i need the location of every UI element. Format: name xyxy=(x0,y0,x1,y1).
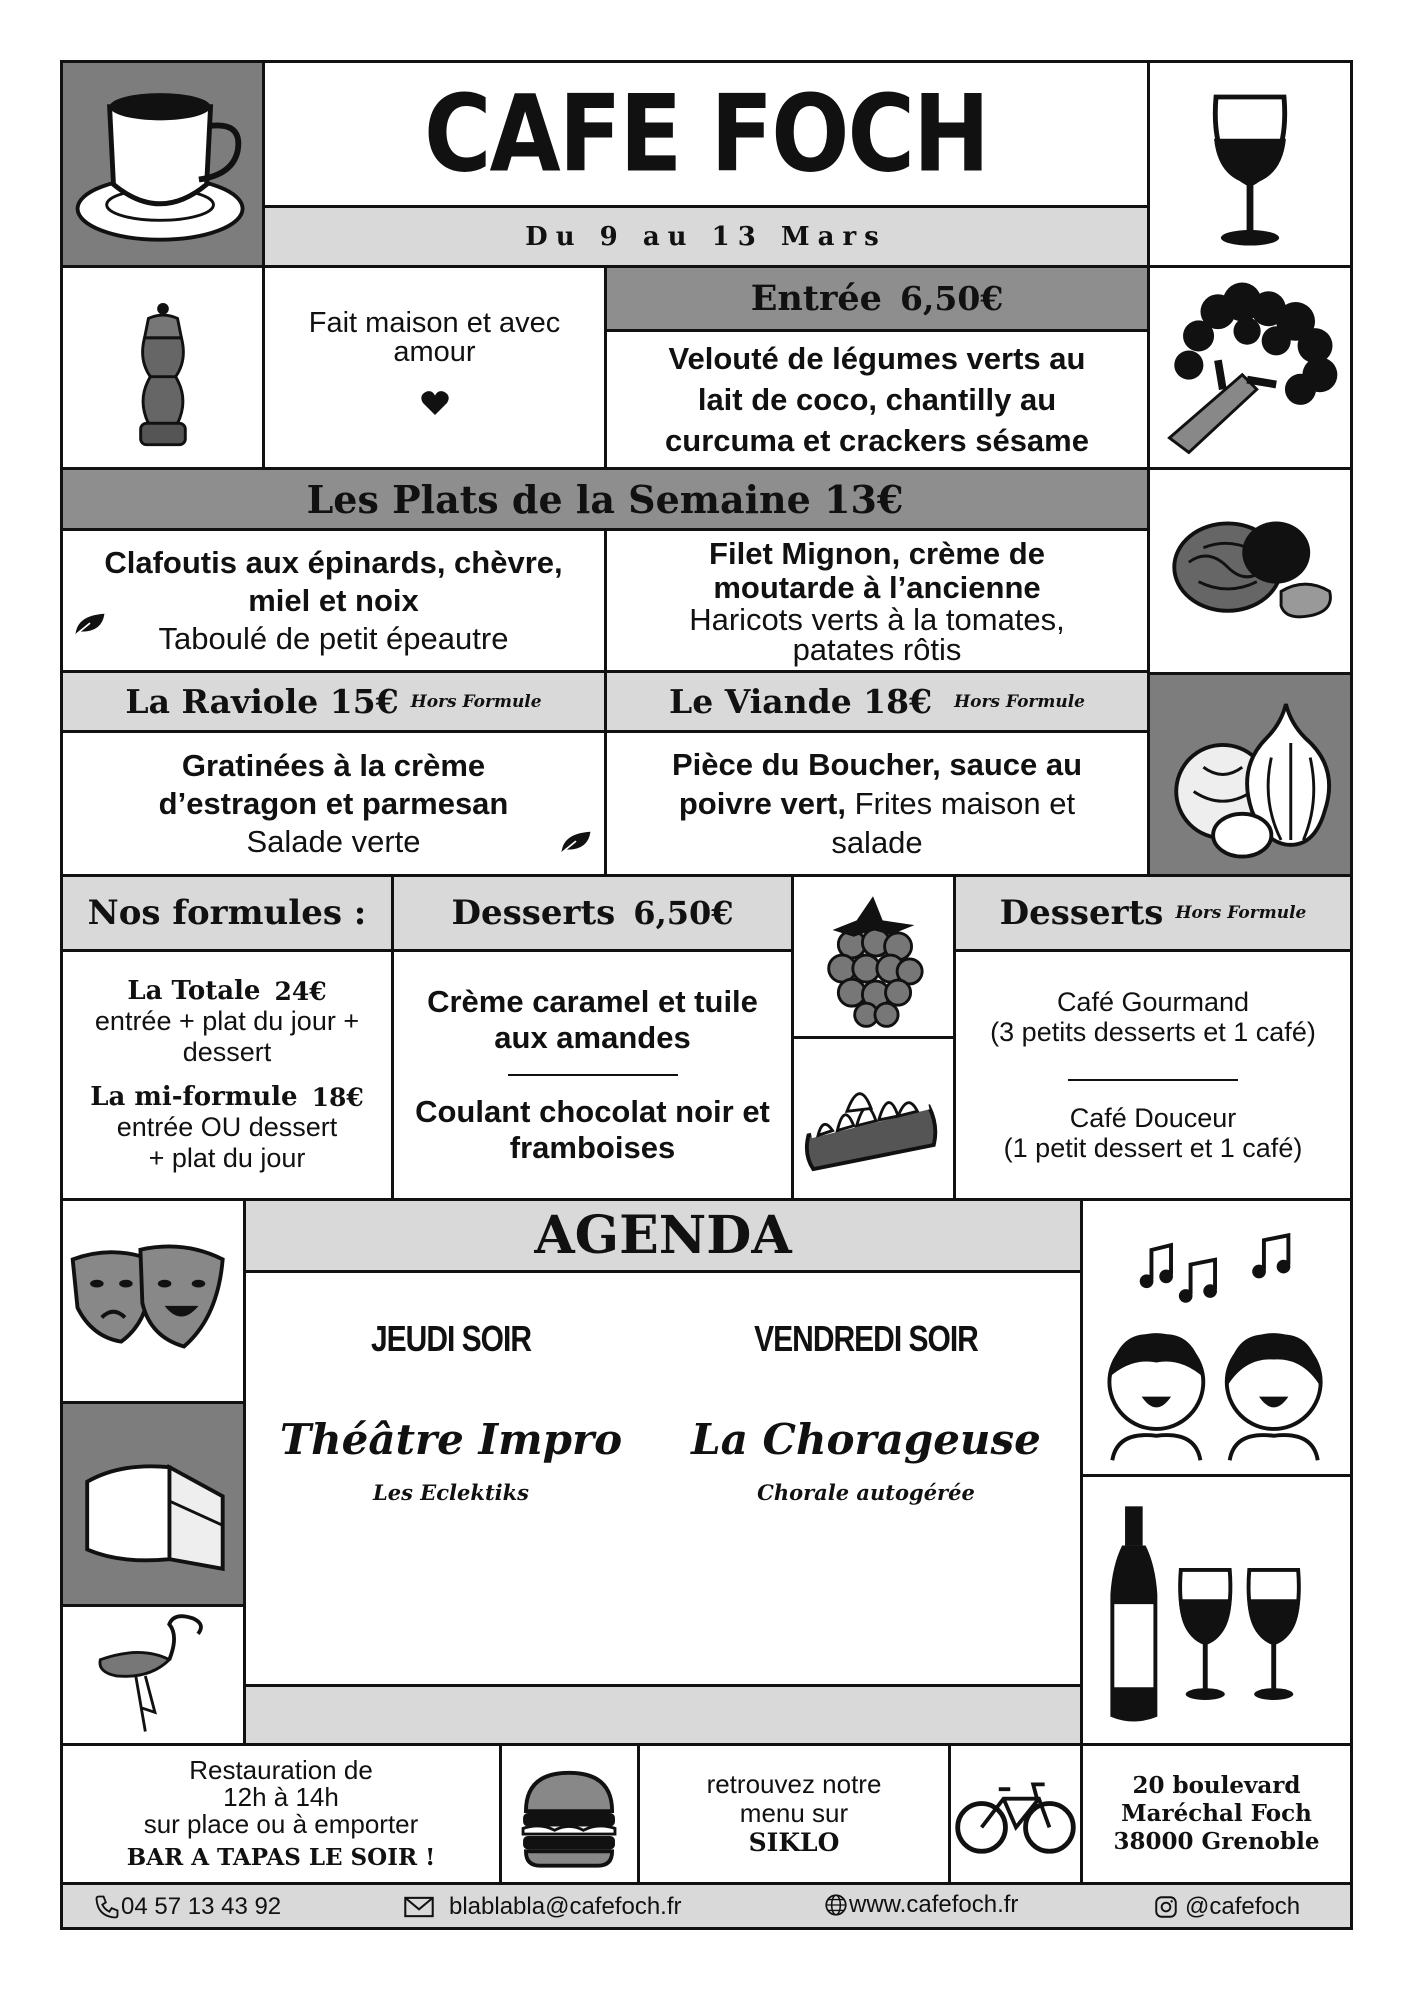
wine-bottle-icon xyxy=(1083,1477,1350,1743)
address-line3: 38000 Grenoble xyxy=(1113,1828,1320,1855)
hours-line1: Restauration de xyxy=(189,1755,373,1785)
hours-line2: 12h à 14h xyxy=(223,1782,339,1812)
phone-item[interactable] xyxy=(93,1891,281,1923)
contact-bar xyxy=(60,1882,1353,1930)
walnut-icon xyxy=(1150,470,1350,672)
dessert-hf-divider xyxy=(1068,1079,1238,1081)
event-1-day: JEUDI SOIR xyxy=(370,1319,532,1360)
siklo-cell xyxy=(637,1743,951,1885)
pie-cell xyxy=(791,1036,956,1201)
heart-icon xyxy=(420,389,450,417)
plat-2-cell xyxy=(604,528,1150,673)
tagline-cell xyxy=(262,265,607,470)
meringue-pie-icon xyxy=(794,1039,953,1198)
entree-dish-cell xyxy=(604,329,1150,470)
logo-cell xyxy=(262,60,1150,208)
leaf-icon xyxy=(73,611,107,637)
walnut-cell xyxy=(1147,467,1353,675)
dessert-2: Coulant chocolat noir et framboises xyxy=(415,1094,770,1165)
event-2-day: VENDREDI SOIR xyxy=(754,1319,978,1360)
viande-tag: Hors Formule xyxy=(954,691,1085,712)
burger-icon xyxy=(502,1746,637,1882)
theatre-masks-icon xyxy=(63,1201,243,1401)
agenda-body xyxy=(243,1270,1083,1687)
event-1-subtitle: Les Eclektiks xyxy=(373,1480,529,1505)
formules-title: Nos formules : xyxy=(87,893,367,933)
address-line2: Maréchal Foch xyxy=(1121,1800,1312,1827)
flamingo-icon xyxy=(63,1607,243,1743)
viande-title: Le Viande 18€ xyxy=(669,682,933,721)
flamingo-cell xyxy=(60,1604,246,1746)
menu-line2: menu sur xyxy=(739,1798,849,1828)
instagram-icon xyxy=(1153,1894,1179,1920)
formule-1-desc: entrée + plat du jour + dessert xyxy=(94,1006,360,1067)
dessert-divider xyxy=(508,1074,678,1076)
plats-title: Les Plats de la Semaine 13€ xyxy=(306,476,904,522)
agenda-title: AGENDA xyxy=(534,1205,792,1266)
desserts-header xyxy=(391,874,794,952)
desserts-hf-header xyxy=(953,874,1353,952)
globe-icon xyxy=(823,1892,849,1918)
desserts-title: Desserts xyxy=(451,893,616,933)
hours-cell xyxy=(60,1743,502,1885)
menu-line1: retrouvez notre xyxy=(706,1769,882,1799)
cafe-logo: CAFE FOCH xyxy=(423,72,988,196)
garlic-icon xyxy=(1150,675,1350,874)
singers-cell xyxy=(1080,1198,1353,1477)
website-item[interactable] xyxy=(823,1889,1018,1921)
email-item[interactable] xyxy=(403,1891,682,1923)
raspberry-cell xyxy=(791,874,956,1039)
formules-header xyxy=(60,874,394,952)
raspberry-icon xyxy=(794,877,953,1036)
leaf-icon xyxy=(559,829,593,855)
bar-tapas: BAR A TAPAS LE SOIR ! xyxy=(126,1844,436,1871)
entree-price: 6,50€ xyxy=(899,279,1004,318)
dessert-hf-2-desc: (1 petit dessert et 1 café) xyxy=(1003,1133,1303,1163)
formule-1-name: La Totale xyxy=(127,976,261,1006)
address-line1: 20 boulevard xyxy=(1132,1772,1301,1799)
plat-1-cell xyxy=(60,528,607,673)
cheese-icon xyxy=(63,1404,243,1604)
plat-1-side: Taboulé de petit épeautre xyxy=(158,620,509,656)
event-1-title: Théâtre Impro xyxy=(279,1415,623,1464)
singers-icon xyxy=(1083,1201,1350,1474)
event-2-subtitle: Chorale autogérée xyxy=(757,1480,975,1505)
pepper-cell xyxy=(60,265,265,470)
plat-1-name: Clafoutis aux épinards, chèvre, miel et noix xyxy=(104,544,563,618)
desserts-hf-cell xyxy=(953,949,1353,1201)
wine-cell xyxy=(1147,60,1353,268)
raviole-tag: Hors Formule xyxy=(410,691,542,712)
formule-2-name: La mi-formule xyxy=(90,1082,298,1112)
cheese-cell xyxy=(60,1401,246,1607)
website-url: www.cafefoch.fr xyxy=(849,1891,1019,1918)
dessert-hf-1-desc: (3 petits desserts et 1 café) xyxy=(990,1017,1316,1047)
menu-app: SIKLO xyxy=(748,1828,840,1857)
coffee-cup-icon xyxy=(63,63,262,265)
burger-cell xyxy=(499,1743,640,1885)
wine-bottle-cell xyxy=(1080,1474,1353,1746)
dates-bar xyxy=(262,205,1150,268)
broccoli-cell xyxy=(1147,265,1353,470)
raviole-dish-line2: d’estragon et parmesan xyxy=(158,785,509,821)
pepper-mill-icon xyxy=(63,268,262,467)
coffee-cell xyxy=(60,60,265,268)
event-2 xyxy=(666,1319,1066,1505)
instagram-item[interactable] xyxy=(1153,1891,1300,1923)
agenda-footer-bar xyxy=(243,1684,1083,1746)
raviole-dish-line1: Gratinées à la crème xyxy=(181,747,486,783)
event-2-title: La Chorageuse xyxy=(691,1415,1041,1464)
hours-line3: sur place ou à emporter xyxy=(143,1809,419,1839)
dessert-1: Crème caramel et tuile aux amandes xyxy=(427,984,758,1055)
address-cell xyxy=(1080,1743,1353,1885)
dessert-hf-2-name: Café Douceur xyxy=(1069,1103,1237,1133)
phone-icon xyxy=(93,1893,121,1921)
formule-2-desc-line2: + plat du jour xyxy=(148,1143,306,1173)
desserts-hf-tag: Hors Formule xyxy=(1175,903,1307,923)
email-icon xyxy=(403,1894,435,1920)
viande-side: Frites maison et salade xyxy=(831,786,1076,860)
raviole-side: Salade verte xyxy=(246,823,421,859)
plat-2-name: Filet Mignon, crème de moutarde à l’ancienne xyxy=(709,535,1045,605)
raviole-title: La Raviole 15€ xyxy=(125,682,399,721)
viande-dish-cell xyxy=(604,730,1150,877)
masks-cell xyxy=(60,1198,246,1404)
dates-text: Du 9 au 13 Mars xyxy=(525,221,887,252)
entree-title: Entrée xyxy=(750,278,882,319)
instagram-handle: @cafefoch xyxy=(1185,1893,1301,1920)
dessert-hf-1-name: Café Gourmand xyxy=(1056,987,1250,1017)
phone-number: 04 57 13 43 92 xyxy=(121,1893,282,1920)
wine-glass-icon xyxy=(1150,63,1350,265)
entree-dish: Velouté de légumes verts au lait de coco, chantilly au curcuma et crackers sésame xyxy=(665,341,1089,458)
garlic-cell xyxy=(1147,672,1353,877)
bicycle-cell xyxy=(948,1743,1083,1885)
formule-2-desc-line1: entrée OU dessert xyxy=(116,1112,338,1142)
broccoli-icon xyxy=(1150,268,1350,467)
desserts-price: 6,50€ xyxy=(633,894,734,932)
plats-header xyxy=(60,467,1150,531)
plat-2-side: Haricots verts à la tomates, patates rôtis xyxy=(689,601,1065,667)
tagline: Fait maison et avec amour xyxy=(308,306,561,368)
bicycle-icon xyxy=(951,1746,1080,1882)
email-address: blablabla@cafefoch.fr xyxy=(449,1893,682,1920)
agenda-header xyxy=(243,1198,1083,1273)
viande-dish: Pièce du Boucher, sauce au poivre vert, xyxy=(671,747,1083,821)
desserts-cell xyxy=(391,949,794,1201)
event-1 xyxy=(266,1319,636,1505)
viande-header xyxy=(604,670,1150,733)
formule-1-price: 24€ xyxy=(274,976,327,1006)
entree-header xyxy=(604,265,1150,332)
formules-cell xyxy=(60,949,394,1201)
desserts-hf-title: Desserts xyxy=(999,893,1164,933)
raviole-header xyxy=(60,670,607,733)
raviole-dish-cell xyxy=(60,730,607,877)
formule-2-price: 18€ xyxy=(311,1082,364,1112)
